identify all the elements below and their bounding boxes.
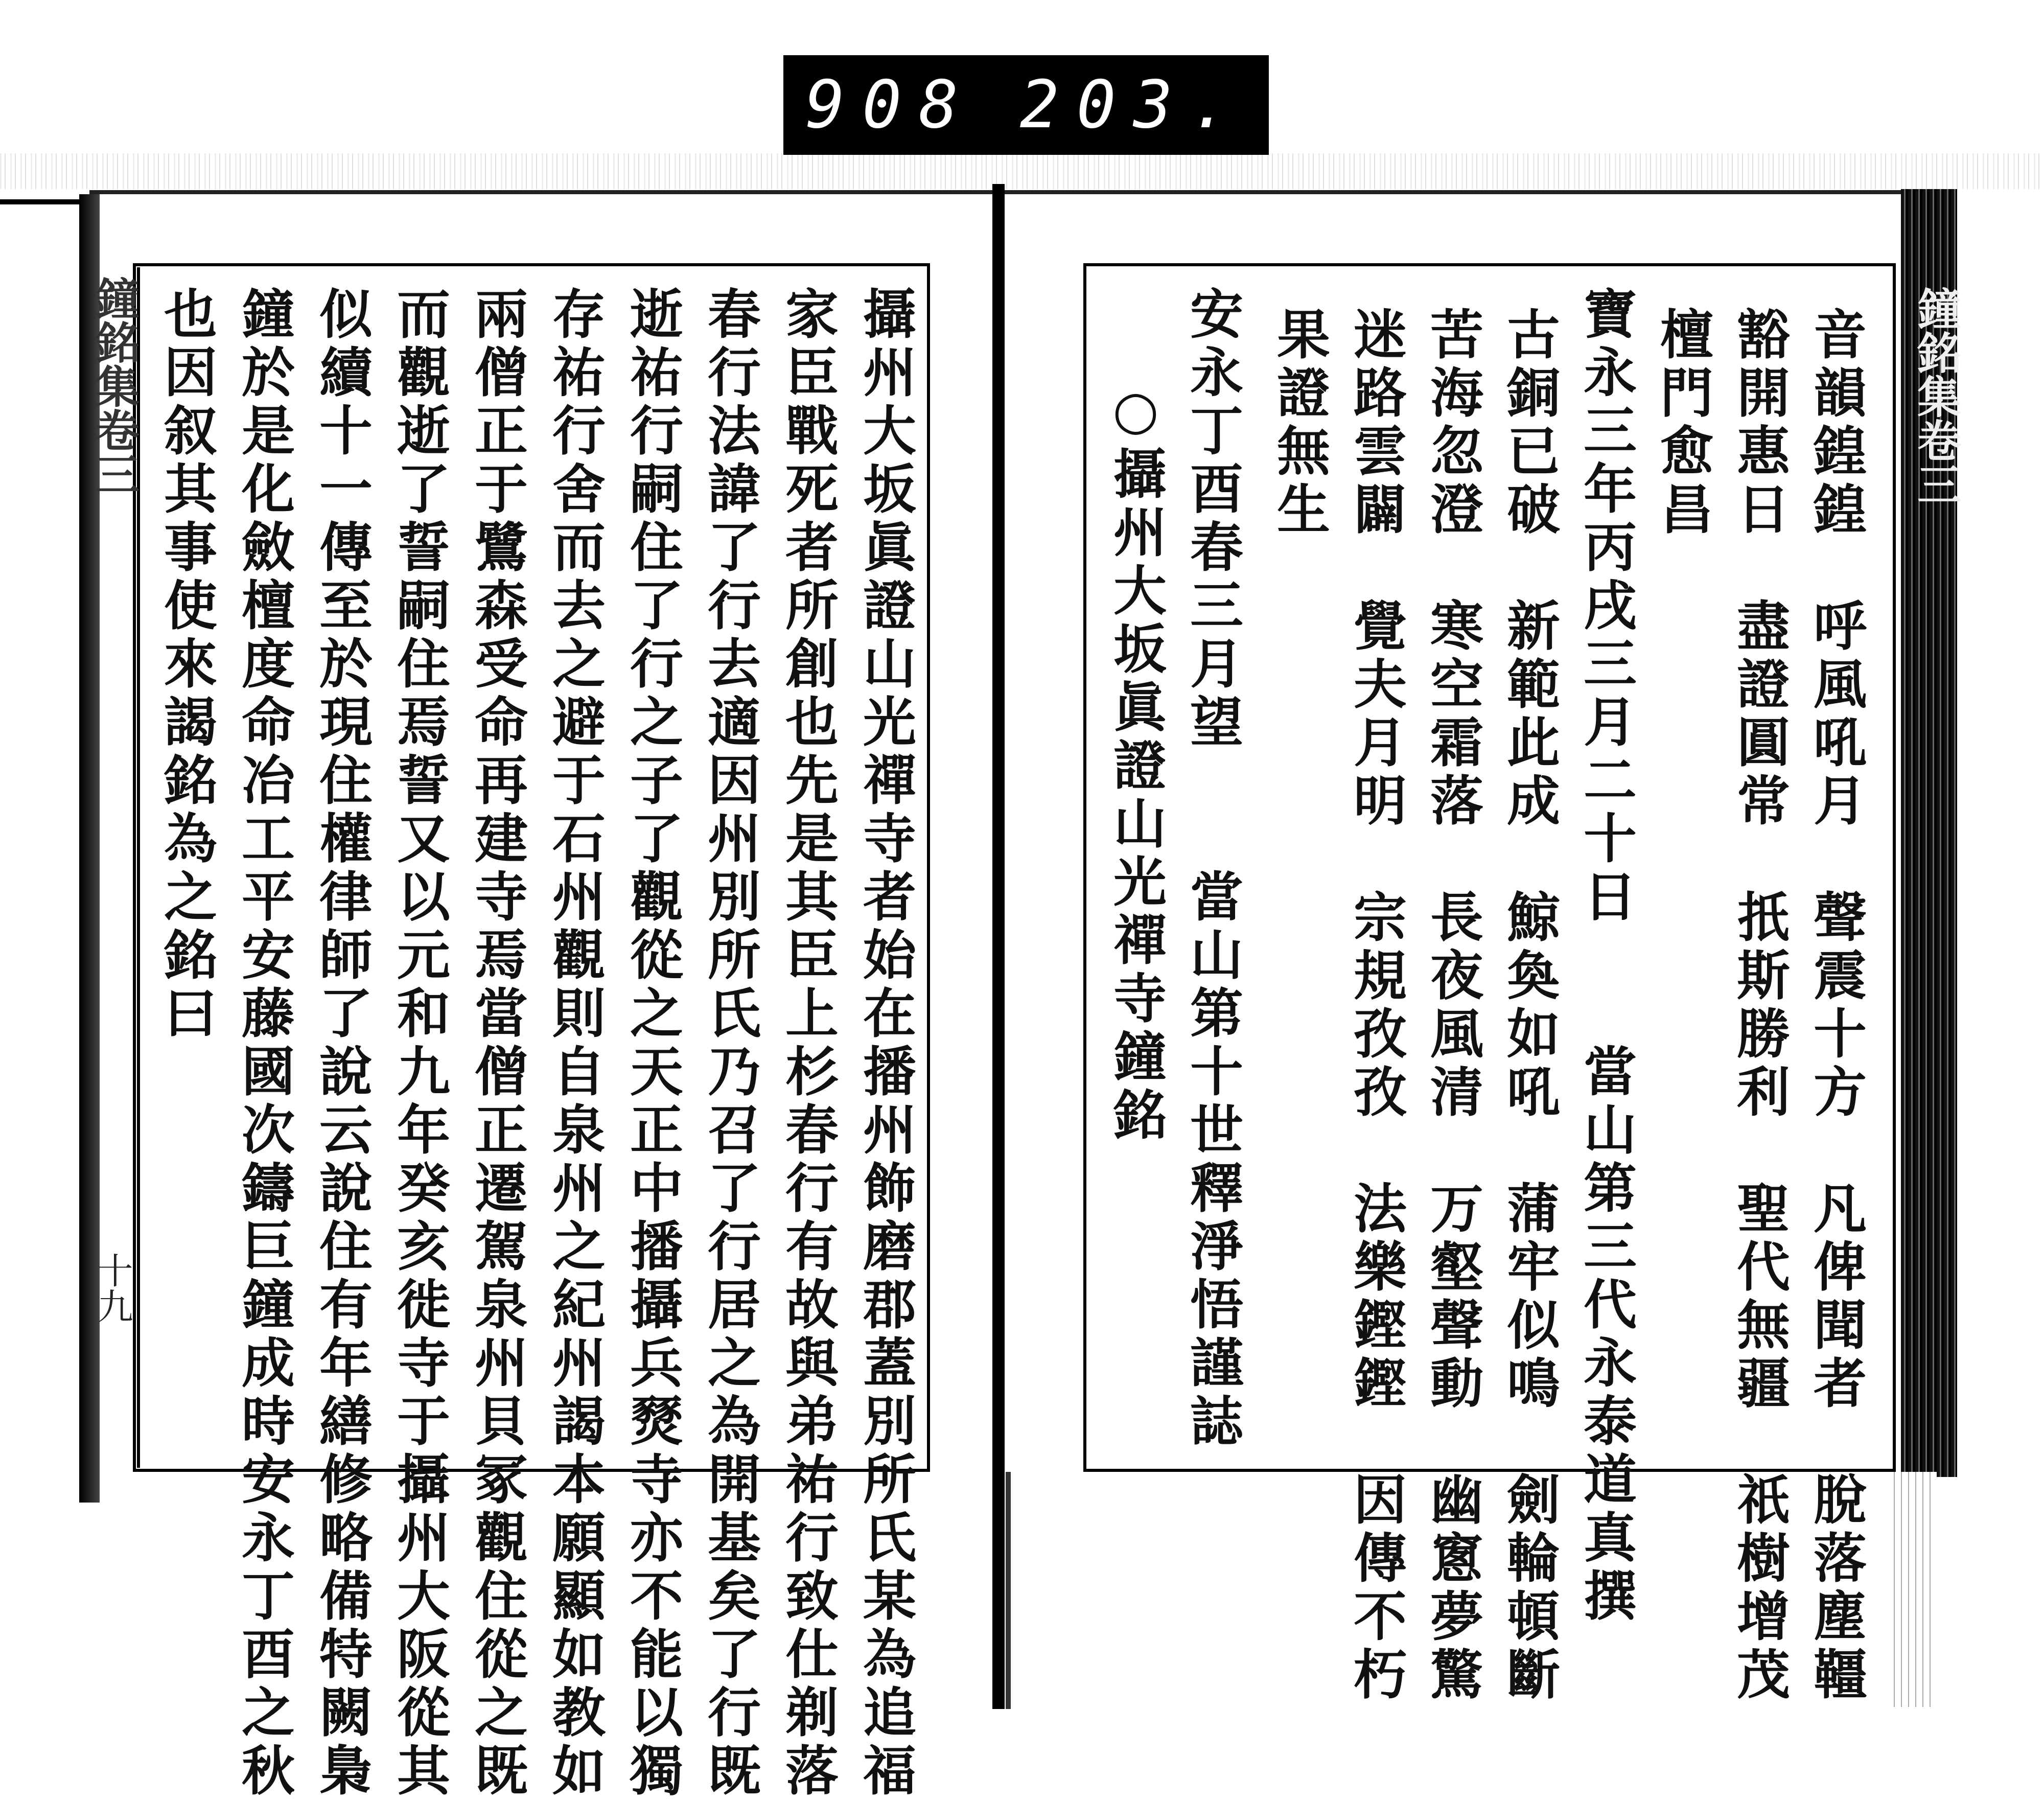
- book-gutter-lower: [1006, 1472, 1011, 1709]
- right-column-2: 豁開惠日 盡證圓常 扺斯勝利 聖代無疆 祇樹增茂: [1728, 307, 1791, 1705]
- book-page-stack: [1891, 1472, 1937, 1707]
- scan-edge-mark: [0, 199, 87, 204]
- reel-label-left: 908: [805, 67, 976, 143]
- right-column-3: 檀門愈昌: [1651, 307, 1714, 540]
- left-column-6: 兩僧正于鷺森受命再建寺焉當僧正遷駕泉州貝冢觀住從之既: [466, 286, 528, 1801]
- right-column-5: 古銅已破 新範此成 鯨奐如吼 蒲牢似鳴 劍輪頓斷: [1498, 307, 1561, 1705]
- right-column-1: 音韻鍠鍠 呼風吼月 聲震十方 凡俾聞者 脫落塵韁: [1804, 307, 1867, 1705]
- right-column-6: 苦海忽澄 寒空霜落 長夜風清 万壑聲動 幽窻夢驚: [1421, 307, 1484, 1705]
- left-column-3: 春行法諱了行去適因州別所氏乃召了行居之為開基矣了行既: [699, 286, 761, 1801]
- right-page-running-head: 鐘銘集卷三: [1910, 286, 1961, 506]
- right-column-8: 果證無生: [1268, 307, 1331, 540]
- right-column-4: 寶永三年丙戌三月二十日 當山第三代永泰道真撰: [1574, 286, 1637, 1626]
- left-page-running-head: 鐘銘集卷三: [88, 276, 140, 496]
- reel-label: [783, 55, 1269, 155]
- left-column-1: 攝州大坂眞證山光禪寺者始在播州飾磨郡蓋別所氏某為追福: [854, 286, 917, 1801]
- book-gutter: [992, 184, 1005, 1709]
- left-column-5: 存祐行舍而去之避于石州觀則自泉州之紀州謁本願顯如教如: [543, 286, 606, 1801]
- right-column-9: 安永丁酉春三月望 當山第十世釋淨悟謹誌: [1181, 286, 1244, 1451]
- scan-noise-band: [0, 153, 2044, 189]
- left-column-8: 似續十一傳至於現住權律師了說云說住有年繕修略備特闕梟: [310, 286, 373, 1801]
- right-column-10: ○攝州大坂眞證山光禪寺鐘銘: [1104, 378, 1167, 1145]
- left-column-10: 也因叙其事使來謁銘為之銘曰: [155, 286, 218, 1044]
- right-column-7: 迷路雲闢 覺夫月明 宗規孜孜 法樂鏗鏗 因傳不朽: [1344, 307, 1407, 1705]
- reel-label-right: 203.: [1019, 67, 1247, 143]
- left-column-7: 而觀逝了誓嗣住焉誓又以元和九年癸亥徙寺于攝州大阪從其: [388, 286, 451, 1801]
- left-column-4: 逝祐行嗣住了行之子了觀從之天正中播攝兵燹寺亦不能以獨: [621, 286, 684, 1801]
- left-column-2: 家臣戰死者所創也先是其臣上杉春行有故與弟祐行致仕剃落: [776, 286, 839, 1801]
- left-page-folio: 十九: [91, 1252, 133, 1324]
- left-column-9: 鐘於是化斂檀度命冶工平安藤國次鑄巨鐘成時安永丁酉之秋: [233, 286, 295, 1801]
